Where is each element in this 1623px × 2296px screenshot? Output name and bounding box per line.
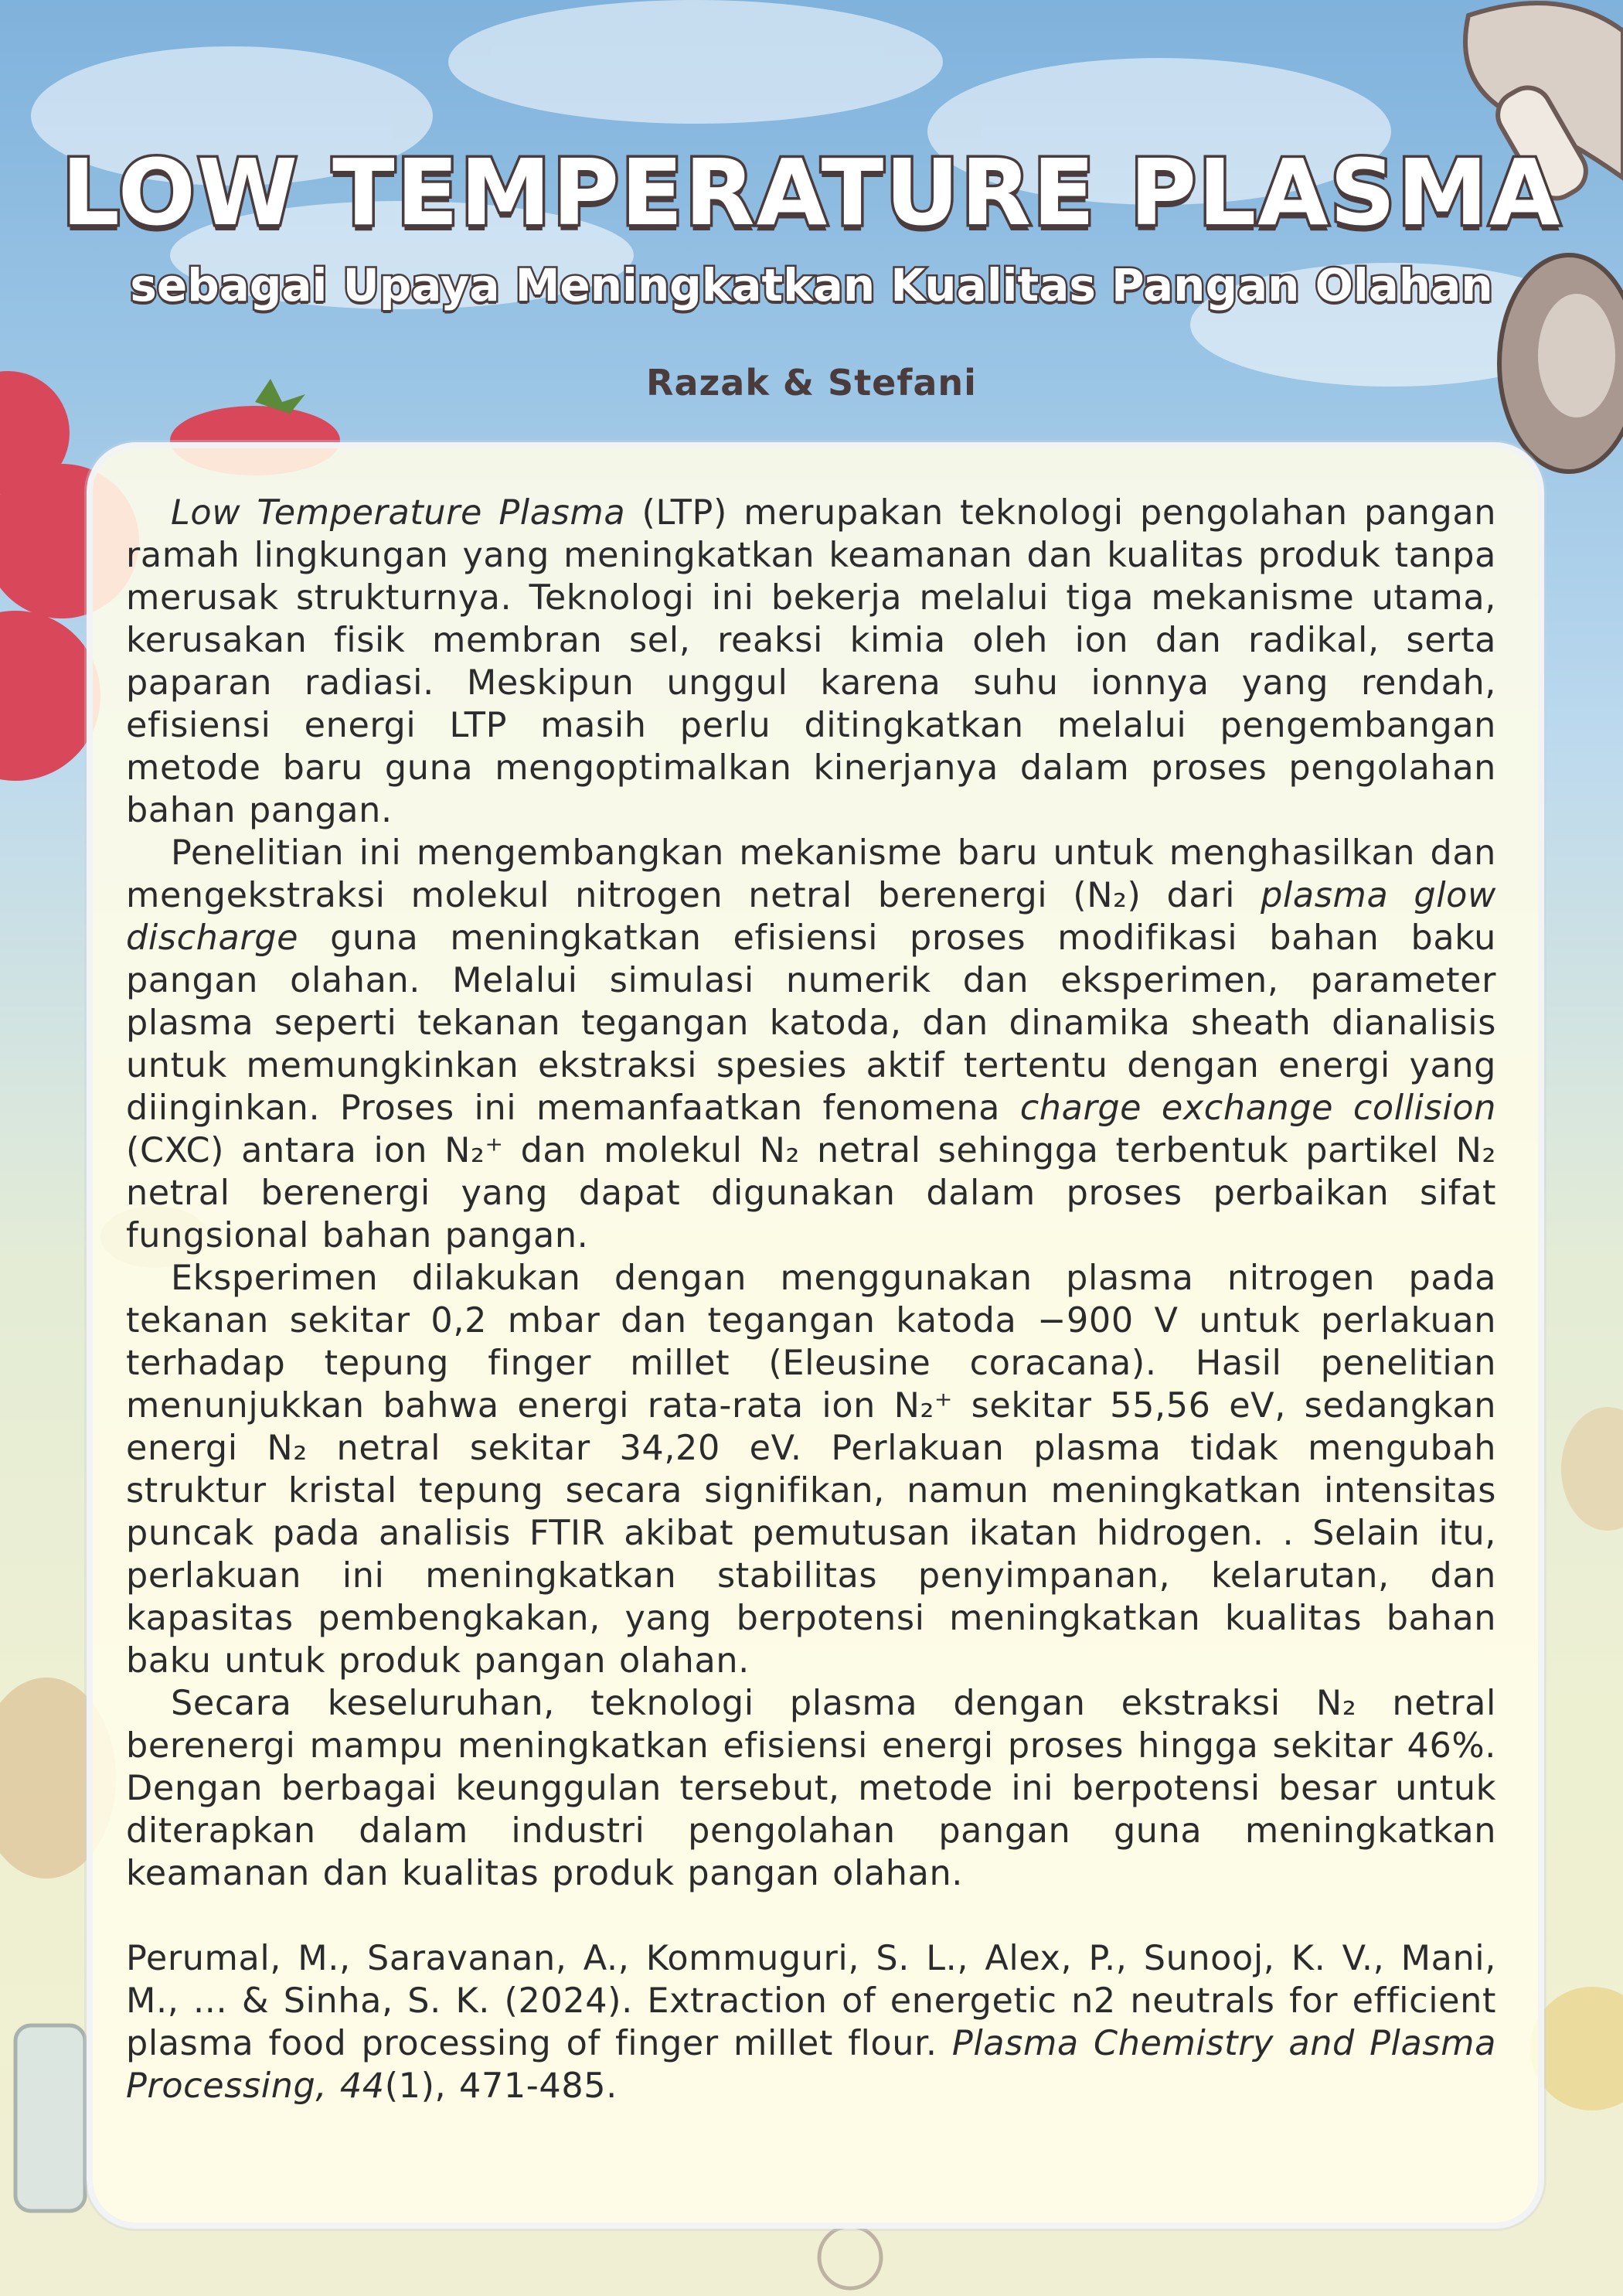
term-cxc: charge exchange collision	[1019, 1088, 1496, 1128]
paragraph-2-text-a: Penelitian ini mengembangkan mekanisme baru untuk menghasilkan dan mengekstraksi molekul nitrogen netral berenergi (N₂) dari	[126, 833, 1496, 915]
article-body	[126, 492, 1496, 2107]
paragraph-4: Secara keseluruhan, teknologi plasma dengan ekstraksi N₂ netral berenergi mampu meningkatkan efisiensi energi proses hingga sekitar 46%. Dengan berbagai keunggulan tersebut, metode ini berpotensi besar untuk diterapkan dalam industri pengolahan pangan guna meningkatkan keamanan dan kualitas produk pangan olahan.	[126, 1684, 1496, 1893]
paragraph-2	[126, 832, 1496, 1257]
title-block	[0, 139, 1623, 246]
paragraph-2-text-b: guna meningkatkan efisiensi proses modifikasi bahan baku pangan olahan. Melalui simulasi numerik dan eksperimen, parameter plasma seperti tekanan tegangan katoda, dan dinamika sheath dianalisis untuk memungkinkan ekstraksi spesies aktif tertentu dengan energi yang diinginkan. Proses ini memanfaatkan fenomena	[126, 918, 1496, 1128]
reference-text-b: (1), 471-485.	[384, 2066, 618, 2106]
reference-text-a: Perumal, M., Saravanan, A., Kommuguri, S. L., Alex, P., Sunooj, K. V., Mani, M., ... & Sinha, S. K. (2024). Extraction of energetic n2 neutrals for efficient plasma food processing of finger millet flour.	[126, 1939, 1496, 2063]
page-title: LOW TEMPERATURE PLASMA	[61, 139, 1562, 246]
reference	[126, 1937, 1496, 2107]
page-subtitle: sebagai Upaya Meningkatkan Kualitas Pangan Olahan	[130, 259, 1493, 312]
reference-journal: Plasma Chemistry and Plasma Processing, 44	[126, 2024, 1496, 2106]
paragraph-1-text: (LTP) merupakan teknologi pengolahan pangan ramah lingkungan yang meningkatkan keamanan dan kualitas produk tanpa merusak strukturnya. Teknologi ini bekerja melalui tiga mekanisme utama, kerusakan fisik membran sel, reaksi kimia oleh ion dan radikal, serta paparan radiasi. Meskipun unggul karena suhu ionnya yang rendah, efisiensi energi LTP masih perlu ditingkatkan melalui pengembangan metode baru guna mengoptimalkan kinerjanya dalam proses pengolahan bahan pangan.	[126, 493, 1496, 830]
term-glow-discharge: plasma glow discharge	[126, 876, 1496, 958]
term-ltp: Low Temperature Plasma	[171, 493, 626, 533]
paragraph-1	[126, 492, 1496, 832]
authors: Razak & Stefani	[646, 362, 977, 404]
paragraph-3: Eksperimen dilakukan dengan menggunakan plasma nitrogen pada tekanan sekitar 0,2 mbar dan tegangan katoda −900 V untuk perlakuan terhadap tepung finger millet (Eleusine coracana). Hasil penelitian menunjukkan bahwa energi rata-rata ion N₂⁺ sekitar 55,56 eV, sedangkan energi N₂ netral sekitar 34,20 eV. Perlakuan plasma tidak mengubah struktur kristal tepung secara signifikan, namun meningkatkan intensitas puncak pada analisis FTIR akibat pemutusan ikatan hidrogen. . Selain itu, perlakuan ini meningkatkan stabilitas penyimpanan, kelarutan, dan kapasitas pembengkakan, yang berpotensi meningkatkan kualitas bahan baku untuk produk pangan olahan.	[126, 1259, 1496, 1681]
paragraph-2-text-c: (CXC) antara ion N₂⁺ dan molekul N₂ netral sehingga terbentuk partikel N₂ netral berenergi yang dapat digunakan dalam proses perbaikan sifat fungsional bahan pangan.	[126, 1131, 1496, 1255]
